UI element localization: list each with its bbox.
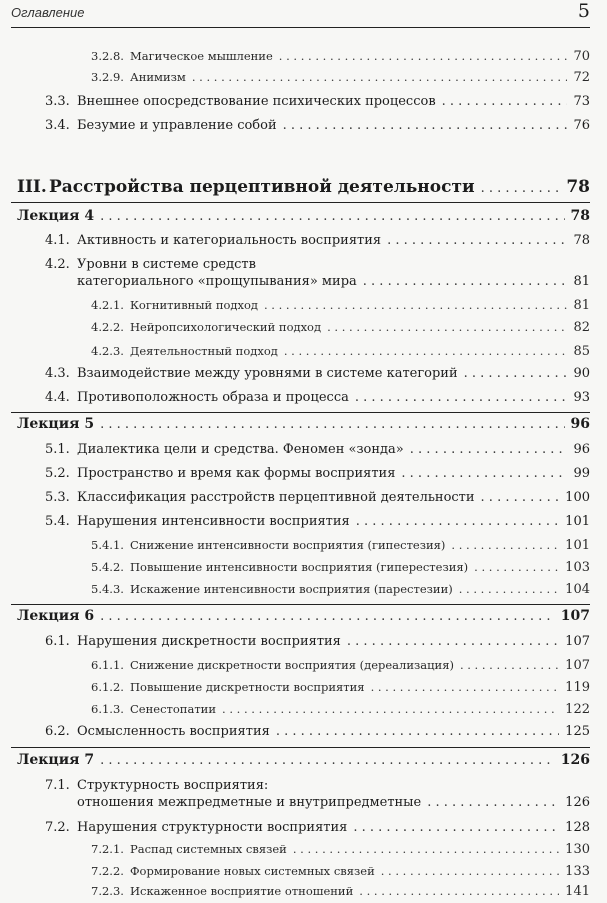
leader-dots [363,274,568,289]
entry-page: 72 [573,70,590,85]
entry-title: Повышение дискретности восприятия [130,680,365,694]
entry-title: Искажение интенсивности восприятия (парестезии) [130,582,453,596]
entry-page: 130 [565,842,590,857]
entry-number: 4.2.1. [91,298,124,312]
entry-title: Пространство и время как формы восприятия [77,466,396,481]
toc-entry[interactable] [45,514,590,529]
entry-page: 93 [573,390,590,405]
entry-number: 5.4.1. [91,538,124,552]
entry-page: 101 [565,514,590,529]
entry-title: Анимизм [130,70,186,84]
entry-title: Безумие и управление собой [77,118,277,133]
lecture-page: 96 [570,416,590,432]
entry-number: 4.2. [45,257,70,272]
entry-title: Нейропсихологический подход [130,320,322,334]
entry-page: 107 [565,634,590,649]
entry-page: 90 [573,366,590,381]
entry-page: 133 [565,864,590,879]
toc-entry-continuation[interactable] [77,795,590,810]
entry-number: 5.1. [45,442,70,457]
entry-page: 70 [573,49,590,64]
leader-dots [442,94,568,109]
entry-number: 5.4. [45,514,70,529]
entry-page: 125 [565,724,590,739]
entry-number: 3.4. [45,118,70,133]
toc-lecture[interactable] [17,752,590,768]
leader-dots [464,366,568,381]
entry-number: 3.2.9. [91,70,124,84]
toc-entry[interactable] [91,298,590,313]
entry-title: Нарушения интенсивности восприятия [77,514,350,529]
entry-page: 101 [565,538,590,553]
entry-title: Распад системных связей [130,842,287,856]
page-header [11,0,590,28]
leader-dots [401,466,567,481]
entry-page: 82 [573,320,590,335]
toc-lecture[interactable] [17,208,590,224]
toc-entry[interactable] [91,658,590,673]
toc-entry[interactable] [91,842,590,857]
leader-dots [459,582,559,596]
toc-entry[interactable] [45,778,590,793]
leader-dots [279,49,568,63]
toc-entry[interactable] [45,634,590,649]
entry-page: 104 [565,582,590,597]
leader-dots [264,298,567,312]
entry-title: Когнитивный подход [130,298,258,312]
entry-title: Классификация расстройств перцептивной деятельности [77,490,475,505]
entry-title: Активность и категориальность восприятия [77,233,382,248]
entry-title: Структурность восприятия: [77,778,269,793]
entry-title: Снижение дискретности восприятия (дереализация) [130,658,454,672]
leader-dots [293,842,559,856]
leader-dots [427,795,559,810]
entry-number: 5.4.2. [91,560,124,574]
entry-title: Взаимодействие между уровнями в системе категорий [77,366,458,381]
entry-page: 128 [565,820,590,835]
toc-entry[interactable] [45,233,590,248]
part-number: III. [17,177,47,197]
divider [11,747,590,748]
entry-number: 6.1.2. [91,680,124,694]
entry-page: 96 [573,442,590,457]
lecture-page: 126 [560,752,590,768]
entry-title: Противоположность образа и процесса [77,390,349,405]
entry-number: 3.3. [45,94,70,109]
lecture-page: 78 [570,208,590,224]
entry-page: 81 [573,298,590,313]
entry-page: 107 [565,658,590,673]
entry-page: 85 [573,344,590,359]
toc-entry[interactable] [45,724,590,739]
entry-number: 3.2.8. [91,49,124,63]
toc-entry[interactable] [45,490,590,505]
toc-entry[interactable] [91,538,590,553]
entry-title: Диалектика цели и средства. Феномен «зонда» [77,442,404,457]
toc-entry[interactable] [45,94,590,109]
leader-dots [347,634,559,649]
toc-entry[interactable] [45,366,590,381]
part-page: 78 [566,177,590,197]
toc-entry[interactable] [45,257,590,272]
entry-title: Сенестопатии [130,702,217,716]
leader-dots [371,680,560,694]
lecture-page: 107 [560,608,590,624]
entry-number: 7.2.2. [91,864,124,878]
leader-dots [381,864,559,878]
toc-entry[interactable] [91,884,590,899]
toc-entry[interactable] [45,442,590,457]
leader-dots [192,70,568,84]
entry-page: 103 [565,560,590,575]
toc-part[interactable] [17,177,590,197]
lecture-title: Лекция 5 [17,416,95,432]
entry-page: 73 [573,94,590,109]
entry-title: Нарушения структурности восприятия [77,820,348,835]
leader-dots [100,209,564,224]
entry-number: 4.1. [45,233,70,248]
leader-dots [481,490,560,505]
entry-number: 6.1.3. [91,702,124,716]
toc-entry[interactable] [91,680,590,695]
leader-dots [283,118,568,133]
entry-page: 126 [565,795,590,810]
entry-page: 78 [573,233,590,248]
toc-entry[interactable] [45,466,590,481]
toc-entry[interactable] [91,49,590,64]
entry-title: Магическое мышление [130,49,273,63]
entry-number: 4.2.3. [91,344,124,358]
divider [11,412,590,413]
toc-lecture[interactable] [17,608,590,624]
entry-title: Деятельностный подход [130,344,278,358]
entry-title: отношения межпредметные и внутрипредметные [77,795,422,810]
entry-number: 6.2. [45,724,70,739]
entry-page: 76 [573,118,590,133]
toc-entry[interactable] [45,820,590,835]
entry-title: Повышение интенсивности восприятия (гиперестезия) [130,560,469,574]
divider [11,604,590,605]
divider [11,202,590,203]
entry-number: 4.3. [45,366,70,381]
entry-number: 6.1. [45,634,70,649]
entry-page: 122 [565,702,590,717]
leader-dots [410,442,568,457]
entry-number: 5.2. [45,466,70,481]
leader-dots [481,181,561,196]
toc-lecture[interactable] [17,416,590,432]
entry-number: 5.3. [45,490,70,505]
leader-dots [353,820,559,835]
leader-dots [355,390,568,405]
toc-entry[interactable] [91,344,590,359]
entry-number: 7.1. [45,778,70,793]
entry-title: Снижение интенсивности восприятия (гипестезия) [130,538,446,552]
entry-number: 5.4.3. [91,582,124,596]
entry-title: Внешнее опосредствование психических процессов [77,94,436,109]
leader-dots [451,538,559,552]
leader-dots [100,609,555,624]
leader-dots [284,344,568,358]
entry-page: 119 [565,680,590,695]
leader-dots [222,702,559,716]
lecture-title: Лекция 7 [17,752,95,768]
toc-entry[interactable] [91,320,590,335]
leader-dots [100,753,555,768]
leader-dots [327,320,567,334]
leader-dots [474,560,559,574]
leader-dots [359,884,559,898]
lecture-title: Лекция 6 [17,608,95,624]
entry-title: Осмысленность восприятия [77,724,270,739]
page-number: 5 [577,0,590,22]
entry-title: Нарушения дискретности восприятия [77,634,341,649]
leader-dots [356,514,559,529]
toc-entry[interactable] [91,864,590,879]
toc-entry[interactable] [91,560,590,575]
running-title: Оглавление [11,5,85,20]
entry-number: 6.1.1. [91,658,124,672]
leader-dots [387,233,567,248]
leader-dots [100,417,564,432]
entry-number: 7.2.1. [91,842,124,856]
entry-page: 99 [573,466,590,481]
entry-page: 100 [565,490,590,505]
toc-entry[interactable] [91,702,590,717]
lecture-title: Лекция 4 [17,208,95,224]
toc-entry[interactable] [91,70,590,85]
entry-number: 4.2.2. [91,320,124,334]
toc-entry[interactable] [91,582,590,597]
entry-title: Формирование новых системных связей [130,864,375,878]
leader-dots [460,658,559,672]
entry-title: категориального «прощупывания» мира [77,274,357,289]
entry-page: 81 [573,274,590,289]
toc-entry[interactable] [45,118,590,133]
entry-title: Искаженное восприятие отношений [130,884,354,898]
entry-page: 141 [565,884,590,899]
toc-entry-continuation[interactable] [77,274,590,289]
entry-number: 4.4. [45,390,70,405]
part-title: Расстройства перцептивной деятельности [49,177,475,197]
entry-title: Уровни в системе средств [77,257,256,272]
leader-dots [276,724,559,739]
entry-number: 7.2.3. [91,884,124,898]
toc-entry[interactable] [45,390,590,405]
entry-number: 7.2. [45,820,70,835]
